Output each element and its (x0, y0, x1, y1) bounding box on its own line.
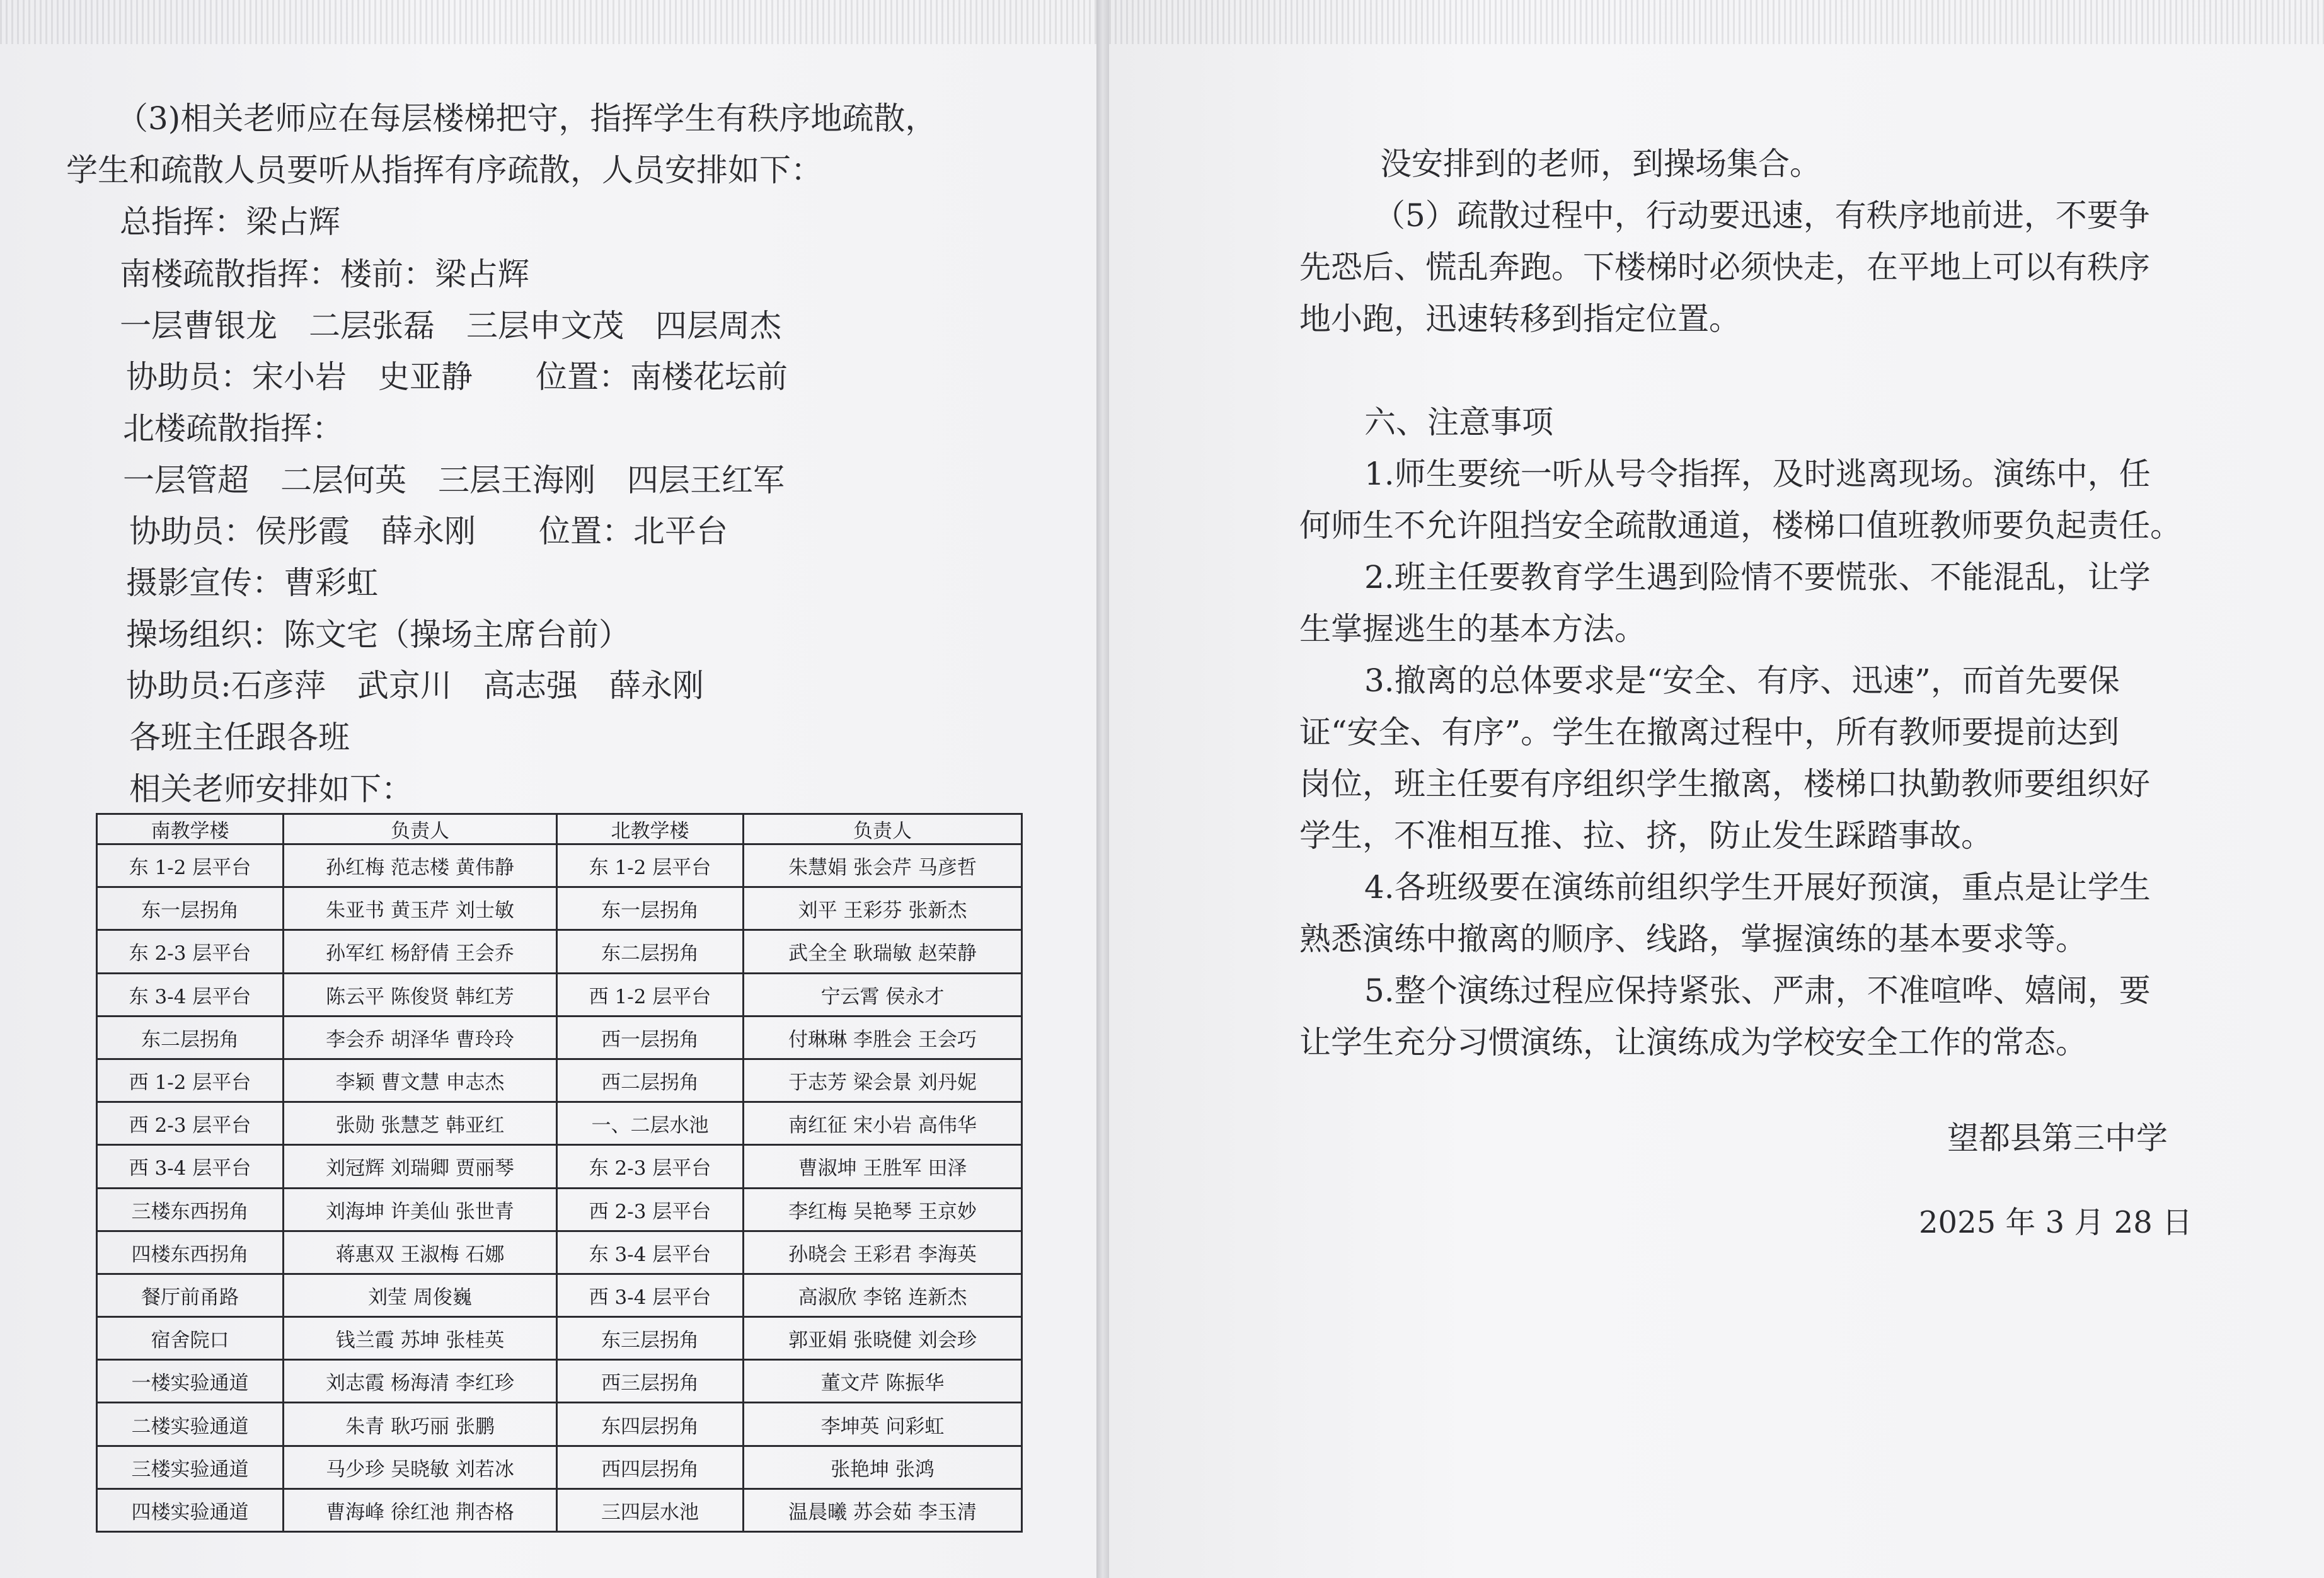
cell: 东三层拐角 (557, 1317, 744, 1360)
table-row (97, 1231, 1022, 1274)
table-row (97, 1016, 1022, 1059)
cell: 李坤英 问彩虹 (744, 1403, 1022, 1446)
text-line: 总指挥：梁占辉 (120, 204, 340, 240)
cell: 一楼实验通道 (97, 1360, 284, 1403)
cell: 孙晓会 王彩君 李海英 (744, 1231, 1022, 1274)
cell: 蒋惠双 王淑梅 石娜 (284, 1231, 557, 1274)
text-line: （5）疏散过程中，行动要迅速，有秩序地前进，不要争 (1374, 197, 2150, 234)
cell: 南红征 宋小岩 高伟华 (744, 1102, 1022, 1145)
cell: 东四层拐角 (557, 1403, 744, 1446)
text-line: 地小跑，迅速转移到指定位置。 (1299, 301, 1740, 337)
text-line: 操场组织：陈文宅（操场主席台前） (126, 616, 630, 653)
cell: 西二层拐角 (557, 1059, 744, 1102)
header-south-building: 南教学楼 (97, 814, 284, 844)
cell: 一、二层水池 (557, 1102, 744, 1145)
text-line: 生掌握逃生的基本方法。 (1299, 611, 1646, 647)
cell: 东 1-2 层平台 (97, 844, 284, 887)
cell: 李颖 曹文慧 申志杰 (284, 1059, 557, 1102)
cell: 西 2-3 层平台 (97, 1102, 284, 1145)
cell: 张艳坤 张鸿 (744, 1446, 1022, 1489)
cell: 朱亚书 黄玉芹 刘士敏 (284, 887, 557, 930)
text-line: 5.整个演练过程应保持紧张、严肃，不准喧哗、嬉闹，要 (1364, 972, 2151, 1009)
cell: 三楼实验通道 (97, 1446, 284, 1489)
cell: 高淑欣 李铭 连新杰 (744, 1274, 1022, 1316)
cell: 西一层拐角 (557, 1016, 744, 1059)
scan-noise (0, 0, 1096, 44)
table-row (97, 1188, 1022, 1231)
text-line: 何师生不允许阻挡安全疏散通道，楼梯口值班教师要负起责任。 (1299, 507, 2182, 544)
text-line: 南楼疏散指挥：楼前：梁占辉 (120, 256, 529, 292)
cell: 朱青 耿巧丽 张鹏 (284, 1403, 557, 1446)
cell: 宿舍院口 (97, 1317, 284, 1360)
table-row (97, 973, 1022, 1016)
signature-org: 望都县第三中学 (1947, 1120, 2168, 1156)
right-page (1109, 0, 2324, 1578)
cell: 孙军红 杨舒倩 王会乔 (284, 930, 557, 973)
cell: 宁云霄 侯永才 (744, 973, 1022, 1016)
cell: 朱慧娟 张会芹 马彦哲 (744, 844, 1022, 887)
cell: 曹淑坤 王胜军 田泽 (744, 1145, 1022, 1188)
page-fold (1096, 0, 1109, 1578)
text-line: 北楼疏散指挥： (123, 410, 343, 447)
cell: 西 1-2 层平台 (97, 1059, 284, 1102)
text-line: 3.撤离的总体要求是“安全、有序、迅速”，而首先要保 (1364, 662, 2120, 699)
cell: 张勋 张慧芝 韩亚红 (284, 1102, 557, 1145)
cell: 餐厅前甬路 (97, 1274, 284, 1316)
table-row (97, 1489, 1022, 1531)
text-line: 协助员:石彦萍 武京川 高志强 薛永刚 (126, 667, 704, 704)
cell: 武全全 耿瑞敏 赵荣静 (744, 930, 1022, 973)
text-line: 熟悉演练中撤离的顺序、线路，掌握演练的基本要求等。 (1299, 921, 2087, 957)
table-row (97, 1317, 1022, 1360)
cell: 孙红梅 范志楼 黄伟静 (284, 844, 557, 887)
cell: 东二层拐角 (557, 930, 744, 973)
cell: 刘平 王彩芬 张新杰 (744, 887, 1022, 930)
cell: 西 2-3 层平台 (557, 1188, 744, 1231)
table-row (97, 1274, 1022, 1316)
cell: 刘海坤 许美仙 张世青 (284, 1188, 557, 1231)
text-line: 岗位，班主任要有序组织学生撤离，楼梯口执勤教师要组织好 (1299, 766, 2150, 802)
table-row (97, 1145, 1022, 1188)
table-row (97, 1403, 1022, 1446)
text-line: 学生和疏散人员要听从指挥有序疏散，人员安排如下： (66, 152, 822, 188)
table-row (97, 1360, 1022, 1403)
cell: 四楼东西拐角 (97, 1231, 284, 1274)
text-line: 证“安全、有序”。学生在撤离过程中，所有教师要提前达到 (1299, 714, 2120, 751)
signature-date: 2025 年 3 月 28 日 (1919, 1205, 2193, 1240)
text-line: 一层曹银龙 二层张磊 三层申文茂 四层周杰 (120, 308, 781, 344)
table-row (97, 1102, 1022, 1145)
text-line: 学生，不准相互推、拉、挤，防止发生踩踏事故。 (1299, 817, 1993, 854)
cell: 李红梅 吴艳琴 王京妙 (744, 1188, 1022, 1231)
text-line: 协助员：侯彤霞 薛永刚 位置：北平台 (129, 513, 728, 550)
cell: 西 3-4 层平台 (97, 1145, 284, 1188)
text-line: 2.班主任要教育学生遇到险情不要慌张、不能混乱，让学 (1364, 559, 2151, 596)
cell: 东一层拐角 (97, 887, 284, 930)
text-line: 一层管超 二层何英 三层王海刚 四层王红军 (123, 462, 785, 498)
cell: 西四层拐角 (557, 1446, 744, 1489)
cell: 东 1-2 层平台 (557, 844, 744, 887)
text-line: 各班主任跟各班 (129, 719, 350, 756)
table-row (97, 1059, 1022, 1102)
cell: 东 2-3 层平台 (97, 930, 284, 973)
cell: 二楼实验通道 (97, 1403, 284, 1446)
cell: 钱兰霞 苏坤 张桂英 (284, 1317, 557, 1360)
left-page (0, 0, 1096, 1578)
text-line: 4.各班级要在演练前组织学生开展好预演，重点是让学生 (1364, 869, 2151, 906)
cell: 四楼实验通道 (97, 1489, 284, 1531)
cell: 西 1-2 层平台 (557, 973, 744, 1016)
cell: 刘志霞 杨海清 李红珍 (284, 1360, 557, 1403)
table-row (97, 887, 1022, 930)
cell: 西 3-4 层平台 (557, 1274, 744, 1316)
cell: 温晨曦 苏会茹 李玉清 (744, 1489, 1022, 1531)
header-north-building: 北教学楼 (557, 814, 744, 844)
cell: 东 2-3 层平台 (557, 1145, 744, 1188)
cell: 曹海峰 徐红池 荆杏格 (284, 1489, 557, 1531)
text-line: 没安排到的老师，到操场集合。 (1380, 146, 1821, 182)
section-heading: 六、注意事项 (1364, 404, 1553, 441)
table-header-row (97, 814, 1022, 844)
cell: 三楼东西拐角 (97, 1188, 284, 1231)
text-line: 相关老师安排如下： (129, 771, 413, 807)
cell: 于志芳 梁会景 刘丹妮 (744, 1059, 1022, 1102)
cell: 东 3-4 层平台 (97, 973, 284, 1016)
text-line: 让学生充分习惯演练，让演练成为学校安全工作的常态。 (1299, 1024, 2087, 1061)
cell: 刘莹 周俊巍 (284, 1274, 557, 1316)
text-line: 协助员：宋小岩 史亚静 位置：南楼花坛前 (126, 359, 788, 395)
text-line: （3)相关老师应在每层楼梯把守，指挥学生有秩序地疏散， (117, 100, 937, 137)
text-line: 摄影宣传：曹彩虹 (126, 565, 378, 601)
cell: 李会乔 胡泽华 曹玲玲 (284, 1016, 557, 1059)
text-line: 1.师生要统一听从号令指挥，及时逃离现场。演练中，任 (1364, 456, 2151, 492)
header-person-in-charge: 负责人 (284, 814, 557, 844)
cell: 郭亚娟 张晓健 刘会珍 (744, 1317, 1022, 1360)
cell: 东一层拐角 (557, 887, 744, 930)
table-row (97, 930, 1022, 973)
cell: 董文芹 陈振华 (744, 1360, 1022, 1403)
scan-noise (1109, 0, 2324, 44)
cell: 刘冠辉 刘瑞卿 贾丽琴 (284, 1145, 557, 1188)
cell: 马少珍 吴晓敏 刘若冰 (284, 1446, 557, 1489)
cell: 三四层水池 (557, 1489, 744, 1531)
cell: 付琳琳 李胜会 王会巧 (744, 1016, 1022, 1059)
staff-assignment-table (96, 813, 1023, 1533)
text-line: 先恐后、慌乱奔跑。下楼梯时必须快走，在平地上可以有秩序 (1299, 249, 2150, 285)
table-row (97, 1446, 1022, 1489)
table-row (97, 844, 1022, 887)
cell: 陈云平 陈俊贤 韩红芳 (284, 973, 557, 1016)
cell: 东二层拐角 (97, 1016, 284, 1059)
cell: 东 3-4 层平台 (557, 1231, 744, 1274)
header-person-in-charge: 负责人 (744, 814, 1022, 844)
cell: 西三层拐角 (557, 1360, 744, 1403)
